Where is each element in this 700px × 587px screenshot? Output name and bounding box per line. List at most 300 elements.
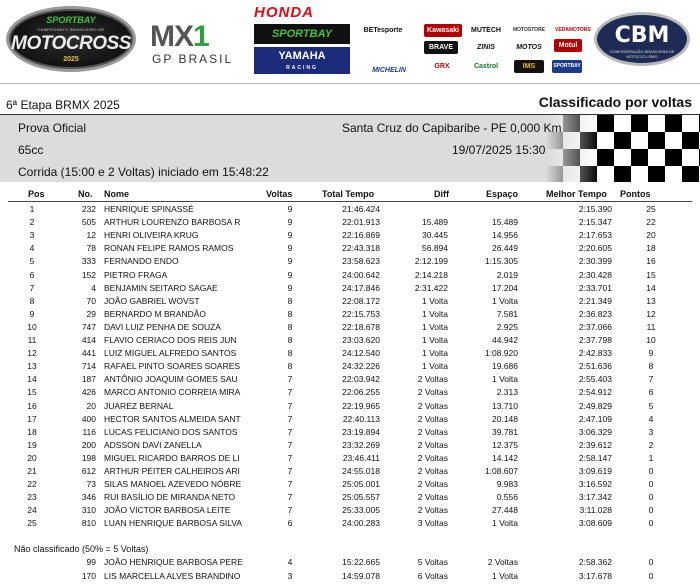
cell-rider-name: ARTHUR PEITER CALHEIROS ARI — [104, 466, 240, 476]
cell-laps: 8 — [287, 321, 293, 332]
cell-diff: 2 Voltas — [417, 452, 448, 463]
sponsor-logo: IMS — [514, 60, 544, 73]
cell-number: 4 — [91, 282, 96, 293]
cell-best-time: 2:33.701 — [578, 282, 612, 293]
sponsor-banner — [0, 0, 700, 82]
cell-diff: 1 Volta — [422, 361, 448, 372]
sponsor-logo: VEDAMOTORS — [555, 27, 591, 33]
cell-position: 8 — [29, 295, 35, 306]
session-name: Prova Oficial — [18, 121, 87, 135]
brmx-logo-sub: CAMPEONATO BRASILEIRO DE — [37, 27, 105, 32]
cell-laps: 9 — [287, 256, 293, 267]
cell-diff: 1 Volta — [422, 335, 448, 345]
cell-gap: 14.142 — [492, 452, 518, 463]
cell-rider-name: RAFAEL PINTO SOARES SOARES — [104, 361, 241, 372]
cell-total-time: 24:17.846 — [342, 282, 380, 293]
cell-total-time: 24:00.642 — [342, 269, 380, 280]
mx1-logo-sub: GP BRASIL — [152, 52, 234, 66]
cell-laps: 6 — [287, 518, 293, 529]
cell-best-time: 3:09.619 — [578, 466, 612, 476]
cell-gap: 0.556 — [496, 492, 518, 503]
cell-diff: 1 Volta — [422, 295, 448, 306]
cell-rider-name: MIGUEL RICARDO BARROS DE LI — [104, 452, 240, 463]
cell-diff: 15.489 — [422, 217, 448, 228]
table-row — [0, 386, 700, 398]
cell-rider-name: BERNARDO M BRANDÃO — [104, 308, 207, 319]
event-name: 6ª Etapa BRMX 2025 — [6, 98, 120, 112]
cell-points: 0 — [648, 466, 654, 476]
cell-diff: 2 Voltas — [417, 413, 448, 424]
cell-points: 1 — [648, 452, 654, 463]
yamaha-logo-racing: RACING — [286, 65, 318, 71]
cell-total-time: 23:46.411 — [342, 452, 380, 463]
cell-laps: 9 — [287, 243, 293, 254]
brmx-logo-title: MOTOCROSS — [11, 33, 131, 54]
cell-position: 21 — [27, 466, 37, 476]
cell-rider-name: HENRI OLIVEIRA KRUG — [104, 230, 199, 241]
table-row — [0, 334, 700, 346]
cell-best-time: 2:39.612 — [578, 439, 612, 450]
cell-best-time: 2:36.823 — [578, 308, 612, 319]
cell-points: 12 — [646, 308, 656, 319]
cell-position: 9 — [29, 308, 35, 319]
cell-gap: 1:08.920 — [484, 348, 518, 359]
cell-position: 22 — [27, 479, 37, 490]
column-header-total-time: Total Tempo — [322, 189, 375, 199]
cell-number: 99 — [86, 557, 96, 567]
column-header-gap: Espaço — [486, 189, 519, 199]
cell-position: 17 — [27, 413, 37, 424]
cell-position: 11 — [27, 335, 37, 345]
table-row — [0, 321, 700, 333]
column-header-pos: Pos — [28, 189, 45, 199]
cell-number: 346 — [81, 492, 96, 503]
cell-points: 2 — [648, 439, 654, 450]
cell-gap: 1 Volta — [492, 570, 518, 581]
table-row — [0, 229, 700, 241]
cell-best-time: 2:37.066 — [578, 321, 612, 332]
cell-number: 170 — [81, 570, 96, 581]
cell-total-time: 25:05.557 — [342, 492, 380, 503]
cell-best-time: 2:15.390 — [578, 204, 612, 214]
cell-number: 441 — [81, 348, 96, 359]
cell-laps: 7 — [287, 492, 293, 503]
sponsor-logo: BETesporte — [363, 27, 403, 34]
cell-total-time: 15:22.665 — [342, 557, 380, 567]
cell-number: 70 — [86, 295, 96, 306]
column-header-points: Pontos — [620, 189, 651, 199]
cell-best-time: 3:08.609 — [578, 518, 612, 529]
column-header-name: Nome — [104, 189, 130, 199]
cell-gap: 15.489 — [492, 217, 518, 228]
table-row — [0, 373, 700, 385]
table-row — [0, 203, 700, 215]
cell-best-time: 3:06.329 — [578, 426, 612, 437]
cell-total-time: 22:16.869 — [342, 230, 380, 241]
table-row — [0, 517, 700, 529]
cell-position: 25 — [27, 518, 37, 529]
cell-number: 152 — [81, 269, 96, 280]
cell-number: 73 — [86, 479, 96, 490]
cell-laps: 9 — [287, 230, 293, 241]
table-row — [0, 478, 700, 490]
cell-position: 1 — [29, 204, 35, 214]
cell-diff: 6 Voltas — [417, 570, 448, 581]
cell-diff: 2 Voltas — [417, 505, 448, 516]
sponsor-logo: MUTECH — [471, 27, 501, 34]
cell-rider-name: ANTÔNIO JOAQUIM GOMES SAU — [104, 374, 238, 385]
cell-number: 612 — [81, 466, 96, 476]
cell-number: 333 — [81, 256, 96, 267]
cell-position: 7 — [29, 282, 35, 293]
cell-best-time: 2:51.636 — [578, 361, 612, 372]
table-row — [0, 556, 700, 568]
cell-rider-name: JUAREZ BERNAL — [104, 400, 174, 411]
cell-gap: 20.148 — [492, 413, 518, 424]
table-row — [0, 308, 700, 320]
cell-rider-name: DAVI LUIZ PENHA DE SOUZA — [104, 321, 221, 332]
cell-diff: 2 Voltas — [417, 426, 448, 437]
cell-total-time: 24:00.283 — [342, 518, 380, 529]
cell-diff: 3 Voltas — [417, 518, 448, 529]
cell-laps: 3 — [287, 570, 293, 581]
cell-points: 0 — [648, 557, 654, 567]
cell-position: 12 — [27, 348, 37, 359]
checkered-flag-graphic — [546, 115, 700, 182]
column-header-diff: Diff — [434, 189, 449, 199]
cell-position: 16 — [27, 400, 37, 411]
cell-points: 3 — [648, 426, 654, 437]
cell-number: 198 — [81, 452, 96, 463]
cell-total-time: 21:46.424 — [342, 204, 380, 214]
cell-number: 747 — [81, 321, 96, 332]
cell-total-time: 22:08.172 — [342, 295, 380, 306]
cell-total-time: 14:59.078 — [342, 570, 380, 581]
cell-best-time: 3:11.028 — [579, 505, 612, 516]
cell-diff: 2 Voltas — [417, 439, 448, 450]
cell-diff: 56.894 — [422, 243, 448, 254]
cell-diff: 2 Voltas — [417, 492, 448, 503]
cell-best-time: 2:15.347 — [578, 217, 612, 228]
cell-best-time: 2:17.653 — [578, 230, 612, 241]
cell-best-time: 2:49.829 — [578, 400, 612, 411]
cell-gap: 39.781 — [492, 426, 518, 437]
race-datetime: 19/07/2025 15:30 — [452, 143, 546, 157]
cell-best-time: 2:58.147 — [578, 452, 612, 463]
cell-gap: 1:08.607 — [484, 466, 518, 476]
cell-total-time: 22:40.113 — [342, 413, 380, 424]
brmx-logo-year: 2025 — [63, 56, 79, 63]
cell-gap: 9.983 — [496, 479, 518, 490]
cell-number: 232 — [81, 204, 96, 214]
table-row — [0, 452, 700, 464]
cbm-logo-sub: CONFEDERAÇÃO BRASILEIRA DE MOTOCICLISMO — [609, 49, 675, 59]
results-table-header — [0, 188, 700, 200]
cell-number: 426 — [81, 387, 96, 398]
cell-total-time: 22:01.913 — [342, 217, 380, 228]
cell-rider-name: RUI BASÍLIO DE MIRANDA NETO — [104, 492, 236, 503]
cell-gap: 7.581 — [496, 308, 518, 319]
table-row — [0, 504, 700, 516]
cell-laps: 7 — [287, 479, 293, 490]
cell-laps: 8 — [287, 348, 293, 359]
cell-best-time: 3:16.592 — [578, 479, 612, 490]
table-header-divider — [8, 201, 692, 202]
cell-laps: 7 — [287, 439, 293, 450]
cell-gap: 1 Volta — [492, 374, 518, 385]
cell-diff: 30.445 — [422, 230, 448, 241]
cell-points: 6 — [648, 387, 654, 398]
table-row — [0, 269, 700, 281]
cell-position: 4 — [29, 243, 35, 254]
cell-position: 2 — [29, 217, 35, 228]
cell-laps: 7 — [287, 452, 293, 463]
table-row — [0, 242, 700, 254]
sponsor-logo: BRAVE — [424, 41, 458, 54]
cell-gap: 2 Voltas — [487, 557, 518, 567]
cell-rider-name: JOÃO HENRIQUE BARBOSA PERE — [104, 557, 243, 567]
cell-rider-name: LUIZ MIGUEL ALFREDO SANTOS — [104, 348, 237, 359]
cell-total-time: 22:06.255 — [342, 387, 380, 398]
cell-number: 187 — [81, 374, 96, 385]
cell-position: 19 — [27, 439, 37, 450]
table-row — [0, 295, 700, 307]
cell-total-time: 23:58.623 — [342, 256, 380, 267]
cell-gap: 13.710 — [492, 400, 518, 411]
sponsor-logo: MICHELIN — [372, 67, 406, 74]
cell-rider-name: ADSSON DAVI ZANELLA — [104, 439, 202, 450]
column-header-best-time: Melhor Tempo — [546, 189, 607, 199]
table-row — [0, 439, 700, 451]
cell-rider-name: HECTOR SANTOS ALMEIDA SANT — [104, 413, 241, 424]
cell-best-time: 2:42.833 — [578, 348, 612, 359]
cell-laps: 9 — [287, 282, 293, 293]
cell-laps: 8 — [287, 295, 293, 306]
cell-diff: 1 Volta — [422, 308, 448, 319]
cell-rider-name: LUAN HENRIQUE BARBOSA SILVA — [104, 518, 243, 529]
cell-best-time: 2:58.362 — [578, 557, 612, 567]
cell-best-time: 2:54.912 — [578, 387, 612, 398]
cell-diff: 2 Voltas — [417, 479, 448, 490]
cell-points: 0 — [648, 505, 654, 516]
cell-diff: 5 Voltas — [417, 557, 448, 567]
cell-number: 116 — [82, 426, 96, 437]
cell-diff: 1 Volta — [422, 348, 448, 359]
cell-laps: 8 — [287, 308, 293, 319]
cell-rider-name: HENRIQUE SPINASSÉ — [104, 204, 194, 214]
cell-rider-name: LIS MARCELLA ALVES BRANDINO — [104, 570, 241, 581]
sponsor-logo: ZINIS — [477, 44, 495, 51]
cell-total-time: 25:33.005 — [342, 505, 380, 516]
sponsor-logo: Kawasaki — [424, 24, 462, 37]
sponsor-logo: MOTOSTORE — [512, 27, 546, 33]
cell-gap: 2.313 — [496, 387, 518, 398]
cbm-logo — [594, 12, 690, 66]
cell-laps: 7 — [287, 505, 293, 516]
table-row — [0, 465, 700, 477]
cell-position: 15 — [27, 387, 37, 398]
mx1-logo-number: 1 — [193, 20, 209, 53]
cell-diff: 1 Volta — [422, 321, 448, 332]
cell-diff: 2:31.422 — [414, 282, 448, 293]
cell-points: 14 — [646, 282, 656, 293]
cell-number: 200 — [81, 439, 96, 450]
table-row — [0, 400, 700, 412]
cell-laps: 7 — [287, 387, 293, 398]
cell-total-time: 24:32.226 — [342, 361, 380, 372]
table-row — [0, 347, 700, 359]
cell-rider-name: PIETRO FRAGA — [104, 269, 168, 280]
cell-position: 20 — [27, 452, 37, 463]
cell-gap: 1 Volta — [492, 518, 518, 529]
cell-best-time: 2:55.403 — [578, 374, 612, 385]
race-start-info: Corrida (15:00 e 2 Voltas) iniciado em 15:48:22 — [18, 165, 269, 179]
cell-points: 15 — [646, 269, 656, 280]
mx1-logo-mark: MX — [150, 20, 193, 53]
cell-number: 20 — [86, 400, 96, 411]
cell-position: 5 — [29, 256, 35, 267]
sponsor-logo: SPORTBAY — [552, 60, 582, 73]
cell-laps: 7 — [287, 374, 293, 385]
cell-number: 400 — [81, 413, 96, 424]
cell-number: 810 — [81, 518, 96, 529]
cell-diff: 2:12.199 — [414, 256, 448, 267]
cell-number: 12 — [86, 230, 96, 241]
cell-points: 22 — [646, 217, 656, 228]
cell-points: 4 — [648, 413, 654, 424]
table-row — [0, 491, 700, 503]
cell-points: 0 — [648, 492, 654, 503]
cell-points: 18 — [646, 243, 656, 254]
cell-points: 9 — [648, 348, 654, 359]
cell-number: 29 — [86, 308, 96, 319]
cell-total-time: 25:05.001 — [342, 479, 380, 490]
cell-gap: 17.204 — [492, 282, 518, 293]
cell-diff: 2 Voltas — [417, 466, 448, 476]
table-row — [0, 282, 700, 294]
cell-best-time: 2:47.109 — [578, 413, 612, 424]
cell-laps: 9 — [287, 269, 293, 280]
race-location: Santa Cruz do Capibaribe - PE 0,000 Km — [342, 121, 562, 135]
column-header-laps: Voltas — [266, 189, 293, 199]
banner-divider — [0, 83, 700, 84]
cell-total-time: 22:15.753 — [342, 308, 380, 319]
cbm-logo-name: CBM — [614, 23, 670, 48]
brmx-logo-top: SPORTBAY — [46, 15, 96, 25]
cell-gap: 2.019 — [496, 269, 518, 280]
cell-total-time: 23:03.620 — [342, 335, 380, 345]
yamaha-logo — [254, 47, 350, 74]
cell-laps: 4 — [287, 557, 293, 567]
cell-position: 23 — [27, 492, 37, 503]
sponsor-logo: Castrol — [473, 63, 499, 70]
cell-position: 10 — [27, 321, 37, 332]
cell-diff: 2:14.218 — [414, 269, 448, 280]
cell-rider-name: MARCO ANTONIO CORREIA MIRA — [104, 387, 241, 398]
cell-total-time: 22:43.318 — [342, 243, 380, 254]
sponsor-logo: Motul — [554, 39, 582, 52]
cell-points: 13 — [646, 295, 656, 306]
cell-points: 10 — [646, 335, 656, 345]
cell-position: 6 — [29, 269, 35, 280]
brmx-logo — [6, 6, 136, 72]
cell-laps: 9 — [287, 217, 293, 228]
report-title: Classificado por voltas — [538, 94, 692, 110]
cell-points: 11 — [646, 321, 656, 332]
cell-gap: 27.448 — [492, 505, 518, 516]
cell-rider-name: LUCAS FELICIANO DOS SANTOS — [104, 426, 238, 437]
table-row — [0, 255, 700, 267]
cell-gap: 12.375 — [492, 439, 518, 450]
cell-best-time: 3:17.342 — [578, 492, 612, 503]
cell-laps: 9 — [287, 204, 293, 214]
honda-logo: HONDA — [254, 4, 314, 21]
cell-rider-name: FLAVIO CERIACO DOS REIS JUN — [104, 335, 237, 345]
cell-best-time: 2:30.399 — [578, 256, 612, 267]
sponsor-logo: MOTOS — [516, 44, 542, 51]
cell-total-time: 22:18.678 — [342, 321, 380, 332]
cell-gap: 44.942 — [492, 335, 518, 345]
cell-diff: 2 Voltas — [417, 400, 448, 411]
cell-number: 714 — [81, 361, 96, 372]
cell-best-time: 3:17.678 — [578, 570, 612, 581]
race-category: 65cc — [18, 143, 44, 157]
cell-number: 310 — [81, 505, 96, 516]
cell-gap: 26.449 — [492, 243, 518, 254]
cell-points: 16 — [646, 256, 656, 267]
table-row — [0, 570, 700, 582]
cell-rider-name: RONAN FELIPE RAMOS RAMOS — [104, 243, 234, 254]
cell-laps: 8 — [287, 335, 293, 345]
cell-rider-name: ARTHUR LOURENZO BARBOSA R — [104, 217, 241, 228]
cell-rider-name: JOÃO GABRIEL WOVST — [104, 295, 200, 306]
cell-laps: 7 — [287, 426, 293, 437]
cell-points: 25 — [646, 204, 656, 214]
cell-laps: 8 — [287, 361, 293, 372]
cell-best-time: 2:37.798 — [578, 335, 612, 345]
cell-total-time: 22:03.942 — [342, 374, 380, 385]
cell-points: 8 — [648, 361, 654, 372]
cell-points: 20 — [646, 230, 656, 241]
cell-points: 0 — [648, 479, 654, 490]
cell-points: 0 — [648, 570, 654, 581]
cell-gap: 1 Volta — [492, 295, 518, 306]
table-row — [0, 413, 700, 425]
cell-total-time: 22:19.965 — [342, 400, 380, 411]
cell-total-time: 23:32.269 — [342, 439, 380, 450]
cell-position: 13 — [27, 361, 37, 372]
mx1-logo — [150, 20, 209, 54]
cell-number: 505 — [81, 217, 96, 228]
cell-laps: 7 — [287, 466, 293, 476]
cell-rider-name: FERNANDO ENDO — [104, 256, 179, 267]
cell-gap: 14.956 — [492, 230, 518, 241]
cell-points: 7 — [648, 374, 654, 385]
cell-laps: 7 — [287, 400, 293, 411]
not-classified-label: Não classificado (50% = 5 Voltas) — [14, 544, 149, 554]
cell-points: 0 — [648, 518, 654, 529]
cell-total-time: 23:19.894 — [342, 426, 380, 437]
cell-laps: 7 — [287, 413, 293, 424]
cell-diff: 2 Voltas — [417, 374, 448, 385]
cell-gap: 19.686 — [492, 361, 518, 372]
cell-number: 78 — [86, 243, 96, 254]
cell-position: 18 — [27, 426, 37, 437]
cell-best-time: 2:30.428 — [578, 269, 612, 280]
yamaha-logo-name: YAMAHA — [278, 50, 326, 62]
cell-diff: 2 Voltas — [417, 387, 448, 398]
cell-position: 3 — [29, 230, 35, 241]
